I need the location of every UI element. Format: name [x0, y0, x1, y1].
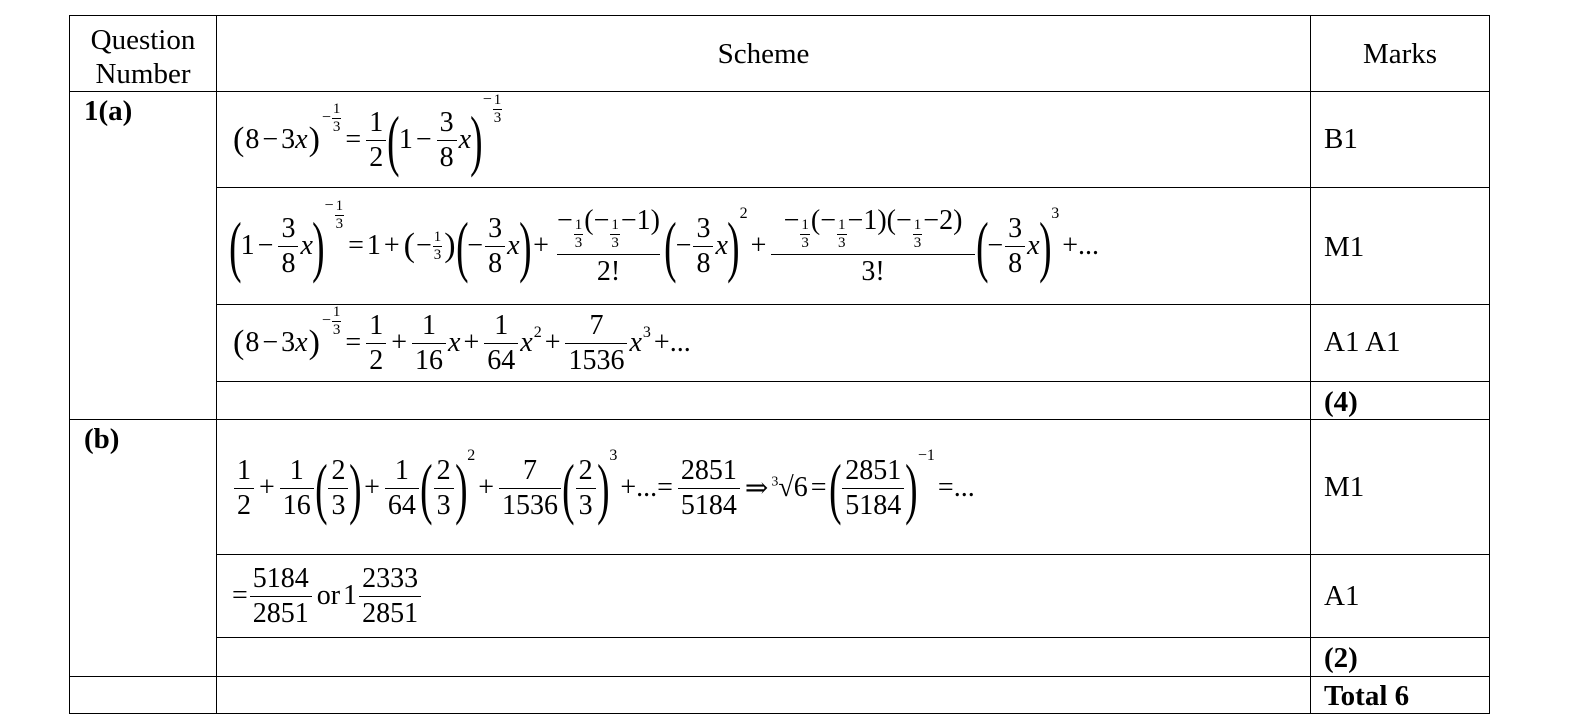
question-label-b: (b): [84, 423, 120, 455]
math-b2: = $\frac{5184}{2851}$ or 1 2333 2851: [232, 558, 423, 634]
header-question-number: [70, 23, 216, 91]
mark-b-a1: A1: [1324, 580, 1360, 612]
header-question-line2: Number: [95, 58, 191, 90]
mark-b-m1: M1: [1324, 471, 1365, 503]
math-a1: ( 8 − 3 x ) − $\frac{1}{3}$ = $\frac{1}{2}$ ( 1 − $\frac{3}{8}$ x ) − $\frac{1}{3}$: [233, 90, 502, 178]
mark-a-a1a1: A1 A1: [1324, 326, 1401, 358]
mark-a-b1: B1: [1324, 123, 1358, 155]
header-marks: Marks: [1362, 38, 1438, 70]
math-b1: 1 2 + $\frac{1}{16}$ ( 2 3 ) + $\frac{1}{64}$ ( 2 3 ) 2 + $\frac{7}{1536}$ ( 2 3 ) 3 +...= $\frac{2851}{5184}$ ⇒ $^3$√6 = ( 2851 5184 ) −1 =...: [232, 424, 978, 552]
math-a3: ( 8 − 3 x ) − $\frac{1}{3}$ = $\frac{1}{2}$ + $\frac{1}{16}$ x + $\frac{1}{64}$ x 2 + $\frac{7}{1536}$ x 3 +...: [233, 303, 691, 376]
mark-a-m1: M1: [1324, 231, 1365, 263]
mark-total: Total 6: [1324, 680, 1410, 712]
header-scheme: Scheme: [717, 38, 810, 70]
header-question-line1: Question: [90, 24, 196, 56]
mark-b-subtotal: (2): [1324, 642, 1358, 674]
question-label-1a: 1(a): [84, 95, 133, 127]
math-a2: ( 1 − $\frac{3}{8}$ x ) − $\frac{1}{3}$ = 1 + ( − 1 3 ) ( − 3 8 x ) + − $\frac{1}{3}$ (− $\frac{1}{3}$ −1) 2! ( − 3 8 x ) 2 + − $\frac{1}{3}$ (− $\frac{1}{3}$ −1)(− $\frac{1}{3}$ −2) 3! ( − 3 8 x ) 3 +...: [229, 196, 1100, 287]
mark-a-subtotal: (4): [1324, 386, 1358, 418]
